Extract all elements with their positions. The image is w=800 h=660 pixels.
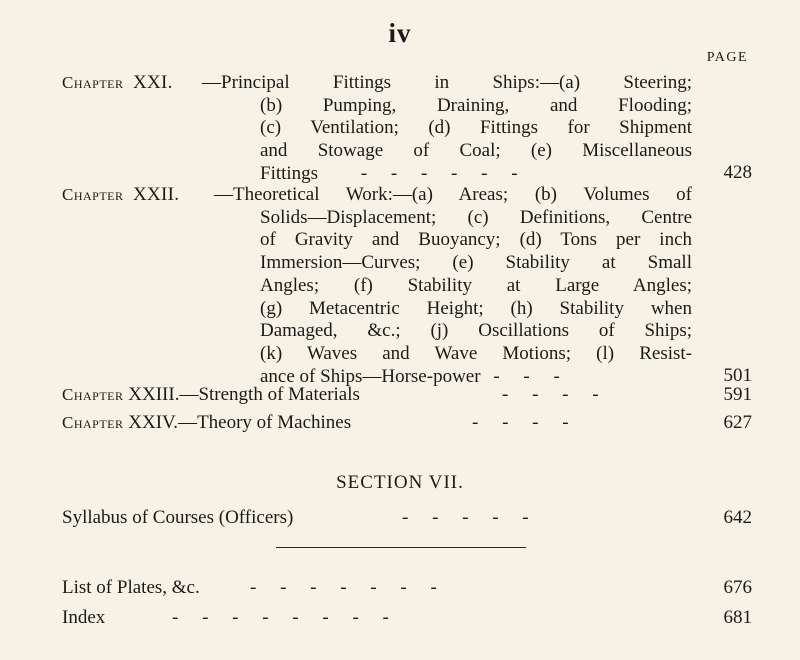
chapter-word: Chapter [62,73,124,92]
chapter-number: XXI. [133,72,173,93]
chapter-label [62,72,173,95]
dot-leader: - - - - - [402,507,529,528]
title-line-text: Fittings [260,162,319,184]
chapter-label [62,184,179,207]
page-ref: 501 [723,365,752,386]
page-ref: 642 [723,507,752,528]
dot-leader: - - - - - - [360,162,518,184]
title-line: Angles; (f) Stability at Large Angles; [260,274,692,296]
toc-entry-chapter-xxi[interactable] [62,72,752,184]
chapter-word: Chapter [62,413,124,432]
title-line: (g) Metacentric Height; (h) Stability when [260,297,692,319]
page-number: iv [388,18,412,48]
dot-leader: - - - - - - - - [172,607,389,628]
page-ref: 591 [723,384,752,405]
chapter-number: XXII. [133,184,180,205]
toc-entry-syllabus[interactable] [62,507,752,531]
title-line: (c) Ventilation; (d) Fittings for Shipment [260,117,692,139]
page-ref: 676 [723,577,752,598]
toc-entry-list-of-plates[interactable] [62,577,752,601]
dot-leader: - - - - - - - [250,577,437,598]
toc-entry-index[interactable] [62,607,752,631]
chapter-number: XXIII. [128,384,180,405]
title-line: Damaged, &c.; (j) Oscillations of Ships; [260,320,692,342]
title-line [260,163,692,186]
toc-entry-chapter-xxiv[interactable] [62,412,752,436]
chapter-title: —Strength of Materials [179,384,360,405]
divider-rule [276,547,526,548]
title-line: of Gravity and Buoyancy; (d) Tons per inch [260,229,692,251]
title-line: (k) Waves and Wave Motions; (l) Resist- [260,342,692,364]
entry-title: List of Plates, &c. [62,577,200,598]
entry-title: Index [62,607,106,628]
title-line: —Theoretical Work:—(a) Areas; (b) Volumes of [214,184,692,205]
section-heading: SECTION VII. [336,472,464,493]
chapter-word: Chapter [62,185,124,204]
chapter-title [202,72,692,186]
title-line-text: ance of Ships—Horse-power [260,365,481,387]
chapter-label [62,384,360,406]
chapter-label [62,412,351,434]
chapter-word: Chapter [62,385,124,404]
page-column-label: PAGE [706,50,748,65]
toc-entry-chapter-xxii[interactable] [62,184,752,387]
title-line: Immersion—Curves; (e) Stability at Small [260,252,692,274]
title-line: —Principal Fittings in Ships:—(a) Steering; [202,72,692,93]
toc-entry-chapter-xxiii[interactable] [62,384,752,408]
entry-title: Syllabus of Courses (Officers) [62,507,294,528]
title-line: (b) Pumping, Draining, and Flooding; [260,94,692,116]
title-line: and Stowage of Coal; (e) Miscellaneous [260,140,692,162]
title-line: Solids—Displacement; (c) Definitions, Centre [260,206,692,228]
chapter-number: XXIV. [128,412,179,433]
dot-leader: - - - - [502,384,599,405]
page-ref: 627 [723,412,752,433]
dot-leader: - - - [493,365,560,387]
dot-leader: - - - - [472,412,569,433]
chapter-title [214,184,692,388]
page-ref: 681 [723,607,752,628]
chapter-title: —Theory of Machines [178,412,352,433]
page-ref: 428 [723,162,752,183]
